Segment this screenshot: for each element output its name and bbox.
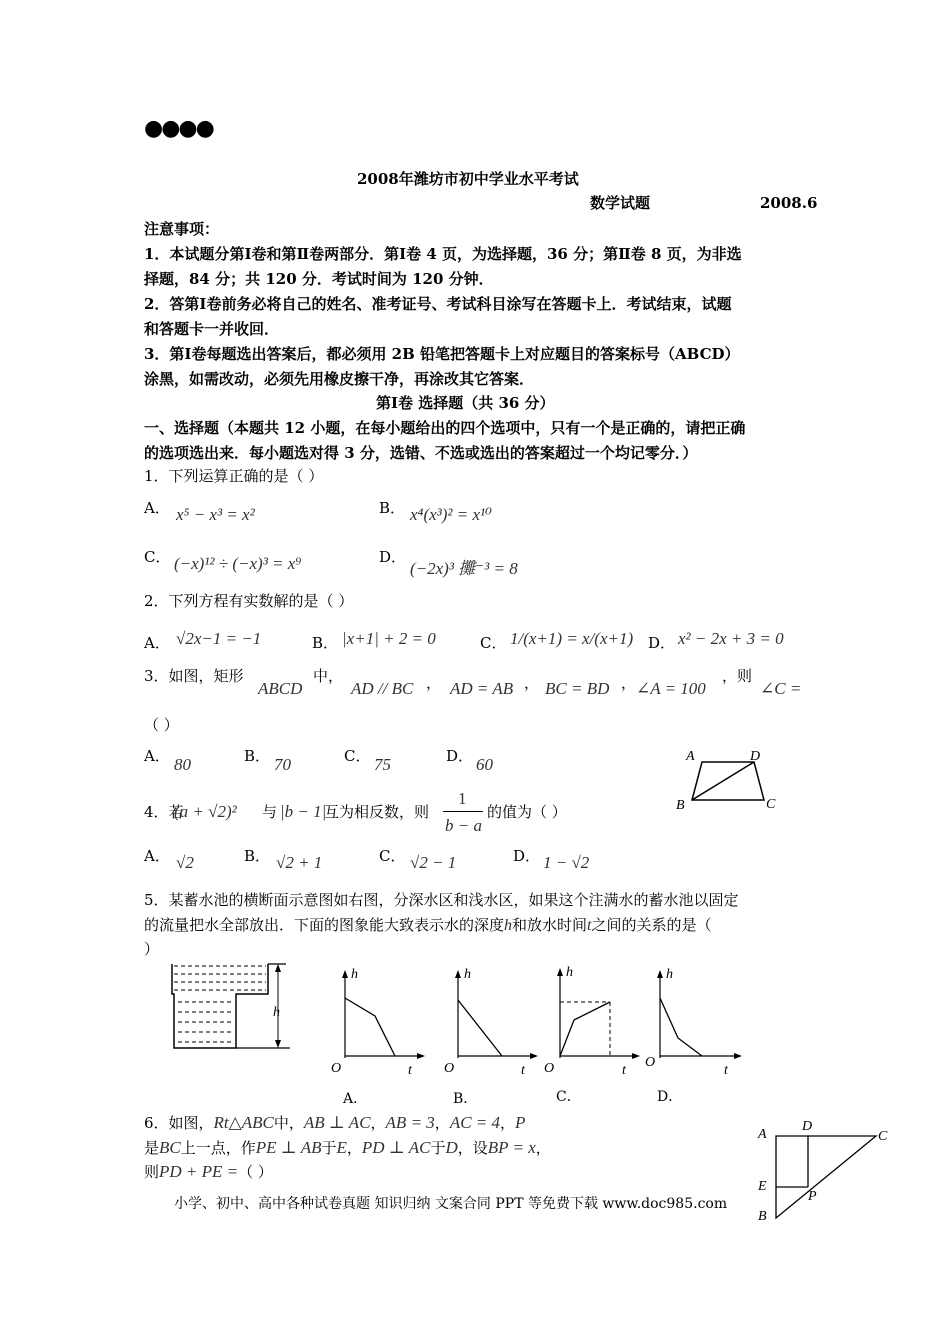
q4-stem-text: 的值为（ ） xyxy=(487,803,567,821)
q6-expr: P xyxy=(515,1113,526,1132)
arrow-head-up xyxy=(275,964,281,972)
q3-stem-text: ，则 xyxy=(722,667,753,685)
q3-expr: AD // BC xyxy=(351,679,414,698)
label-c: C xyxy=(766,797,776,812)
q4-expr: |b − 1| xyxy=(280,802,327,821)
q5-text: 之间的关系的是（ xyxy=(591,916,712,934)
graph-curve xyxy=(458,1000,502,1056)
graph-curve xyxy=(660,998,702,1056)
q3-expr: BC = BD xyxy=(545,679,610,698)
q6-stem-line xyxy=(144,1140,551,1156)
q4-stem-text: 4．若 xyxy=(144,803,184,821)
q3-expr: AD = AB xyxy=(450,679,514,698)
notice-line: 3．第Ⅰ卷每题选出答案后，都必须用 2B 铅笔把答题卡上对应题目的答案标号（ABCD） xyxy=(144,345,740,363)
axis-t: t xyxy=(408,1063,412,1077)
q3-option-value: 80 xyxy=(174,755,191,774)
q5-graph-c xyxy=(530,962,640,1077)
q4-option-expr: √2 − 1 xyxy=(410,853,457,872)
q5-graph-a xyxy=(315,962,425,1077)
q5-option-label: D． xyxy=(657,1089,683,1105)
q6-stem-line xyxy=(144,1164,273,1180)
label-p: P xyxy=(808,1189,817,1204)
q6-expr: PD ⊥ AC xyxy=(361,1138,431,1157)
q6-expr: PD + PE = xyxy=(159,1162,239,1181)
q4-stem-text: 互为相反数，则 xyxy=(324,803,430,821)
axis-t: t xyxy=(521,1063,525,1077)
q6-text: 则 xyxy=(144,1163,160,1181)
q4-option-expr: √2 xyxy=(176,853,194,872)
q3-paren: （ ） xyxy=(144,716,179,734)
q6-text: 6．如图， xyxy=(144,1114,214,1132)
axis-h: h xyxy=(566,965,573,980)
q5-var-h: h xyxy=(504,917,513,934)
q4-expr: (a + √2)² xyxy=(174,802,237,821)
q2-option-label: B． xyxy=(312,634,339,652)
q6-expr: Rt△ABC xyxy=(213,1113,274,1132)
label-e: E xyxy=(758,1179,767,1194)
label-b: B xyxy=(676,798,685,813)
label-b: B xyxy=(758,1209,767,1224)
q3-option-label: C． xyxy=(344,747,371,765)
decorative-dots: ●●●● xyxy=(144,116,213,141)
q2-option-expr: |x+1| + 2 = 0 xyxy=(342,629,436,648)
axis-origin: O xyxy=(544,1061,555,1076)
triangle-abc xyxy=(776,1136,876,1218)
section-title: 第Ⅰ卷 选择题（共 36 分） xyxy=(376,394,555,412)
q4-stem-text: 与 xyxy=(262,803,278,821)
q1-option-expr: (−2x)³ 攤⁻³ = 8 xyxy=(410,559,518,578)
label-a: A xyxy=(758,1127,767,1142)
q6-text: ， xyxy=(434,1114,450,1132)
q1-option-label: A． xyxy=(144,499,170,517)
q4-option-label: A． xyxy=(144,847,170,865)
q6-expr: BP = x xyxy=(487,1138,536,1157)
q5-option-label: B． xyxy=(453,1091,478,1107)
trapezoid-shape xyxy=(692,762,764,800)
q5-stem-line xyxy=(144,918,712,933)
q3-stem-text: 中， xyxy=(313,667,344,685)
q3-expr: ABCD xyxy=(258,679,303,698)
q6-text: ，设 xyxy=(457,1139,488,1157)
q1-stem: 1．下列运算正确的是（ ） xyxy=(144,467,324,485)
exam-title: 2008年潍坊市初中学业水平考试 xyxy=(357,170,579,188)
q5-option-label: A． xyxy=(343,1091,368,1107)
q5-graph-b xyxy=(428,962,538,1077)
q3-stem-text: ， xyxy=(621,674,637,692)
q6-expr: AC = 4 xyxy=(449,1113,501,1132)
axis-t: t xyxy=(724,1063,728,1077)
q3-option-label: D． xyxy=(446,747,474,765)
q3-expr: ∠A = 100 xyxy=(636,679,706,698)
notice-line: 和答题卡一并收回． xyxy=(144,320,280,338)
q3-trapezoid-figure xyxy=(670,740,790,820)
q4-frac-denominator: b − a xyxy=(445,816,482,835)
q6-expr: PE ⊥ AB xyxy=(255,1138,322,1157)
q6-expr: AB = 3 xyxy=(385,1113,435,1132)
q3-option-label: B． xyxy=(244,747,271,765)
diagonal-bd xyxy=(692,762,754,800)
q6-text: ， xyxy=(370,1114,386,1132)
q2-option-label: D． xyxy=(648,634,676,652)
section-instructions: 的选项选出来．每小题选对得 3 分，选错、不选或选出的答案超过一个均记零分．） xyxy=(144,444,698,462)
notice-line: 2．答第Ⅰ卷前务必将自己的姓名、准考证号、考试科目涂写在答题卡上．考试结束，试题 xyxy=(144,295,732,313)
label-d: D xyxy=(802,1119,813,1134)
q5-var-t: t xyxy=(587,917,592,934)
water-dashes xyxy=(174,966,266,1042)
q3-option-value: 70 xyxy=(274,755,291,774)
q6-text: 于 xyxy=(321,1139,337,1157)
q6-text: 中， xyxy=(273,1114,304,1132)
arrow-head-down xyxy=(275,1040,281,1048)
q6-text: ， xyxy=(535,1139,551,1157)
q3-stem-text: ， xyxy=(524,674,540,692)
q6-expr: BC xyxy=(159,1138,181,1157)
q6-text: ， xyxy=(500,1114,516,1132)
q3-option-value: 60 xyxy=(476,755,493,774)
q5-text: 的流量把水全部放出．下面的图象能大致表示水的深度 xyxy=(144,916,505,934)
q5-stem-line: 5．某蓄水池的横断面示意图如右图，分深水区和浅水区，如果这个注满水的蓄水池以固定 xyxy=(144,891,739,909)
q5-option-label: C． xyxy=(556,1089,581,1105)
q3-stem-text: 3．如图，矩形 xyxy=(144,667,244,685)
label-c: C xyxy=(878,1129,888,1144)
q6-text: ， xyxy=(346,1139,362,1157)
axis-h: h xyxy=(464,967,471,982)
q3-option-label: A． xyxy=(144,747,170,765)
label-a: A xyxy=(686,749,695,764)
q6-expr: D xyxy=(445,1138,458,1157)
label-d: D xyxy=(750,749,761,764)
q1-option-label: B． xyxy=(379,499,406,517)
q6-text: 于 xyxy=(430,1139,446,1157)
q2-option-expr: 1/(x+1) = x/(x+1) xyxy=(510,629,634,648)
axis-origin: O xyxy=(444,1061,455,1076)
q5-stem-line: ） xyxy=(144,940,160,958)
axis-h: h xyxy=(351,967,358,982)
q6-text: 是 xyxy=(144,1139,160,1157)
q2-option-label: A． xyxy=(144,634,170,652)
q3-expr: ∠C = xyxy=(760,679,802,698)
graph-curve xyxy=(345,998,395,1056)
q4-option-label: C． xyxy=(379,847,406,865)
q2-option-expr: √2x−1 = −1 xyxy=(176,629,262,648)
q4-option-label: D． xyxy=(513,847,541,865)
q6-triangle-figure xyxy=(752,1118,897,1224)
axis-origin: O xyxy=(645,1055,656,1070)
notice-line: 涂黑，如需改动，必须先用橡皮擦干净，再涂改其它答案． xyxy=(144,370,535,388)
q2-option-expr: x² − 2x + 3 = 0 xyxy=(678,629,784,648)
pool-walls xyxy=(172,964,268,1048)
q1-option-label: C． xyxy=(144,548,171,566)
q4-frac-bar xyxy=(443,811,483,812)
section-instructions: 一、选择题（本题共 12 小题，在每小题给出的四个选项中，只有一个是正确的，请把正确 xyxy=(144,419,746,437)
q5-graph-d xyxy=(640,962,750,1077)
q6-expr: AB ⊥ AC xyxy=(303,1113,371,1132)
pool-depth-label: h xyxy=(273,1005,280,1020)
q5-pool-figure xyxy=(160,958,300,1058)
notice-line: 1．本试题分第Ⅰ卷和第Ⅱ卷两部分．第Ⅰ卷 4 页，为选择题，36 分；第Ⅱ卷 8 页，为非选 xyxy=(144,245,742,263)
q1-option-expr: x⁴(x³)² = x¹⁰ xyxy=(410,505,492,524)
graph-curve xyxy=(560,1002,610,1056)
q4-frac-numerator: 1 xyxy=(458,789,467,808)
q6-expr: E xyxy=(336,1138,347,1157)
q4-option-expr: 1 − √2 xyxy=(543,853,590,872)
q4-option-label: B． xyxy=(244,847,271,865)
q6-text: 上一点，作 xyxy=(180,1139,256,1157)
q1-option-expr: x⁵ − x³ = x² xyxy=(176,505,255,524)
notice-line: 择题，84 分；共 120 分．考试时间为 120 分钟． xyxy=(144,270,494,288)
q1-option-expr: (−x)¹² ÷ (−x)³ = x⁹ xyxy=(174,554,302,573)
q3-stem-text: ， xyxy=(426,674,442,692)
q6-text: （ ） xyxy=(238,1163,273,1181)
q4-option-expr: √2 + 1 xyxy=(276,853,323,872)
notice-heading: 注意事项： xyxy=(144,220,220,238)
q2-stem: 2．下列方程有实数解的是（ ） xyxy=(144,592,354,610)
axis-t: t xyxy=(622,1063,626,1077)
q2-option-label: C． xyxy=(480,634,507,652)
footer-text: 小学、初中、高中各种试卷真题 知识归纳 文案合同 PPT 等免费下载 www.doc985.com xyxy=(174,1196,728,1212)
axis-origin: O xyxy=(331,1061,342,1076)
exam-date: 2008.6 xyxy=(760,194,818,212)
axis-h: h xyxy=(666,967,673,982)
q5-text: 和放水时间 xyxy=(512,916,588,934)
exam-subject: 数学试题 xyxy=(590,194,651,212)
q3-option-value: 75 xyxy=(374,755,391,774)
q1-option-label: D． xyxy=(379,548,407,566)
q6-stem-line xyxy=(144,1115,525,1131)
